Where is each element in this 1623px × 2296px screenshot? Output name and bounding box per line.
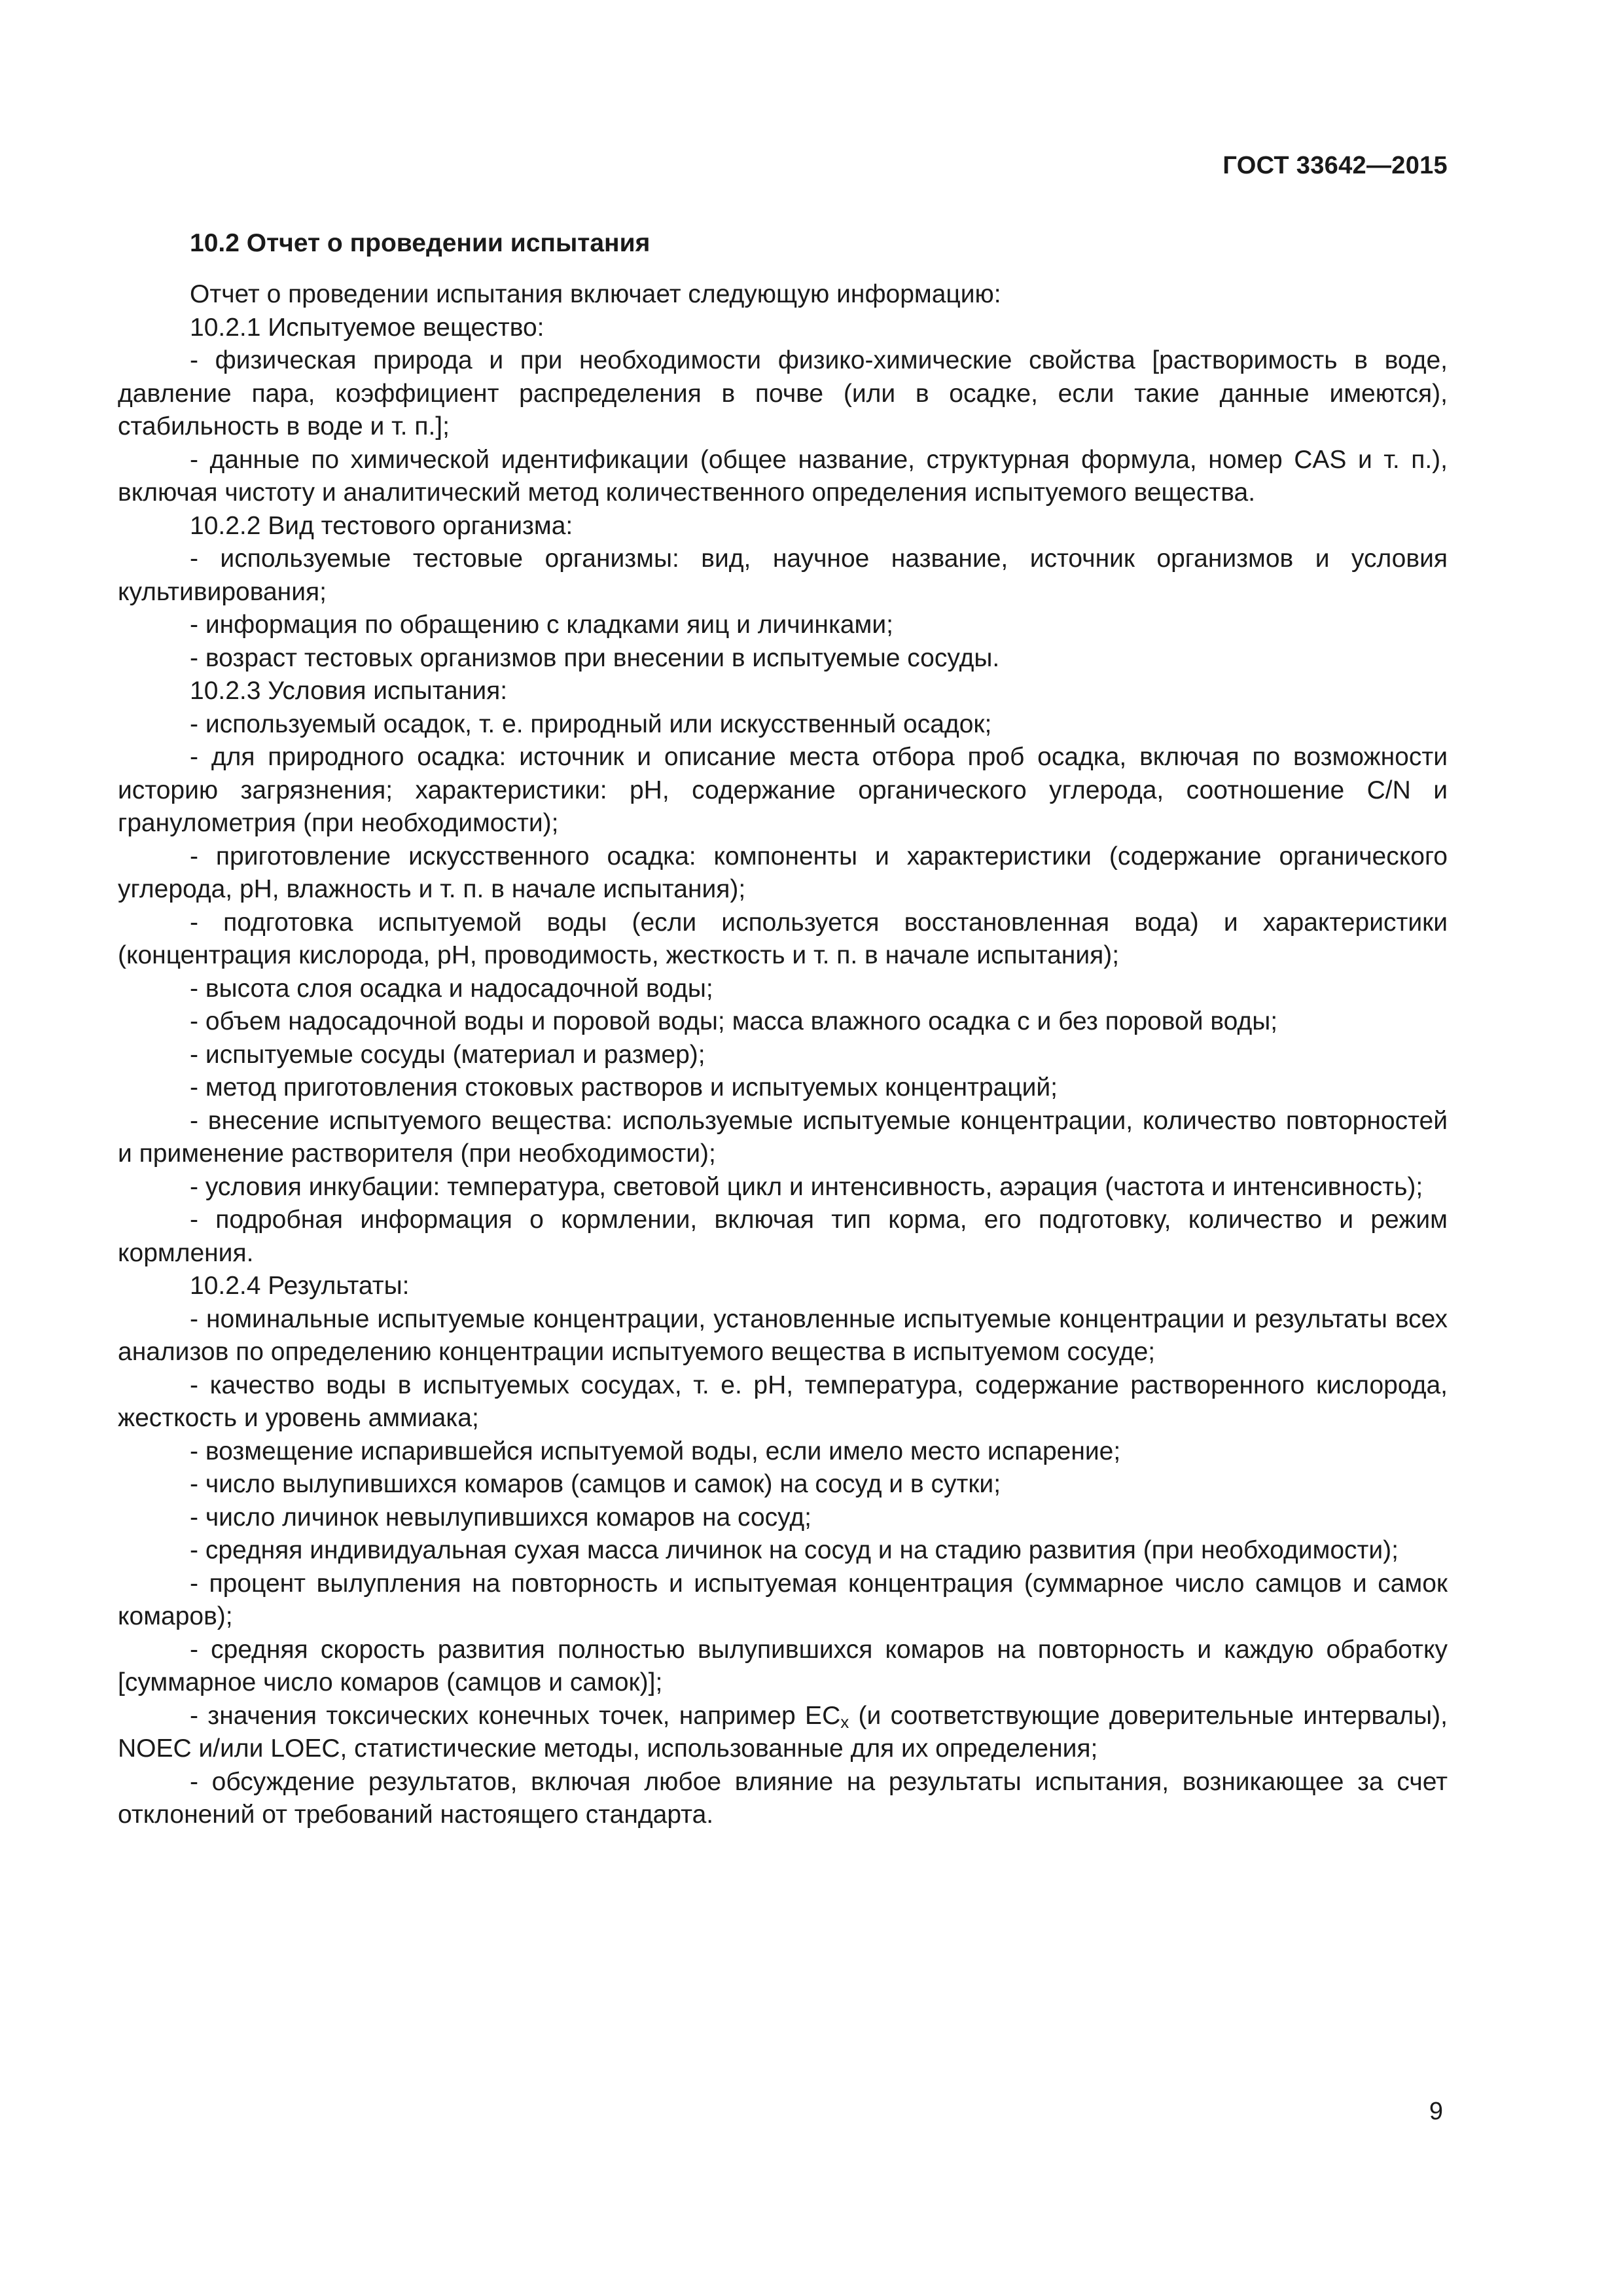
section-title: 10.2 Отчет о проведении испытания [190, 229, 651, 257]
list-item: - приготовление искусственного осадка: компоненты и характеристики (содержание органического углерода, pH, влажность и т. п. в начале испытания); [118, 842, 1448, 903]
list-item: - средняя индивидуальная сухая масса личинок на сосуд и на стадию развития (при необходимости); [190, 1536, 1399, 1564]
list-item: - объем надосадочной воды и поровой воды; масса влажного осадка с и без поровой воды; [190, 1007, 1278, 1035]
list-item: - испытуемые сосуды (материал и размер); [190, 1040, 705, 1069]
list-item: - физическая природа и при необходимости физико-химические свойства [растворимость в воде, давление пара, коэффициент распределения в почве (или в осадке, если такие данные имеются), стабильность в воде и т. п.]; [118, 346, 1448, 440]
document-code: ГОСТ 33642—2015 [1222, 152, 1448, 179]
subsection-title: 10.2.1 Испытуемое вещество: [190, 313, 544, 342]
list-item: - метод приготовления стоковых растворов и испытуемых концентраций; [190, 1073, 1058, 1102]
ec-item-text-after: (и соответствующие доверительные интервалы), NOEC и/или LOEC, статистические методы, использованные для их определения; [118, 1701, 1448, 1763]
list-item: - используемые тестовые организмы: вид, научное название, источник организмов и условия культивирования; [118, 545, 1448, 606]
list-item: - обсуждение результатов, включая любое влияние на результаты испытания, возникающее за счет отклонений от требований настоящего стандарта. [118, 1767, 1448, 1829]
list-item: - возраст тестовых организмов при внесении в испытуемые сосуды. [190, 643, 1000, 672]
list-item: - число личинок невылупившихся комаров на сосуд; [190, 1503, 812, 1532]
list-item: - данные по химической идентификации (общее название, структурная формула, номер CAS и т. п.), включая чистоту и аналитический метод количественного определения испытуемого вещества. [118, 445, 1448, 507]
list-item: - качество воды в испытуемых сосудах, т. е. pH, температура, содержание растворенного кислорода, жесткость и уровень аммиака; [118, 1371, 1448, 1432]
list-item: - подготовка испытуемой воды (если используется восстановленная вода) и характеристики (концентрация кислорода, pH, проводимость, жесткость и т. п. в начале испытания); [118, 908, 1448, 969]
list-item: - подробная информация о кормлении, включая тип корма, его подготовку, количество и режим кормления. [118, 1206, 1448, 1267]
list-item: - число вылупившихся комаров (самцов и самок) на сосуд и в сутки; [190, 1470, 1001, 1498]
list-item: - используемый осадок, т. е. природный или искусственный осадок; [190, 709, 992, 738]
list-item: - для природного осадка: источник и описание места отбора проб осадка, включая по возможности историю загрязнения; характеристики: pH, содержание органического углерода, соотношение C/N и гранулометрия (при необходимости); [118, 743, 1448, 837]
section-intro: Отчет о проведении испытания включает следующую информацию: [190, 280, 1001, 308]
list-item: - возмещение испарившейся испытуемой воды, если имело место испарение; [190, 1437, 1121, 1465]
page-number: 9 [1429, 2098, 1443, 2125]
list-item: - внесение испытуемого вещества: используемые испытуемые концентрации, количество повторностей и применение растворителя (при необходимости); [118, 1106, 1448, 1168]
list-item: - средняя скорость развития полностью вылупившихся комаров на повторность и каждую обработку [суммарное число комаров (самцов и самок)]; [118, 1635, 1448, 1696]
page-content [118, 227, 1448, 1832]
list-item-ec [118, 1700, 1448, 1766]
subsection-title: 10.2.2 Вид тестового организма: [190, 511, 573, 540]
subsection-title: 10.2.4 Результаты: [190, 1272, 410, 1300]
list-item: - высота слоя осадка и надосадочной воды; [190, 974, 713, 1003]
ec-item-text-before: - значения токсических конечных точек, например EC [190, 1701, 841, 1730]
list-item: - информация по обращению с кладками яиц и личинками; [190, 611, 893, 639]
list-item: - условия инкубации: температура, световой цикл и интенсивность, аэрация (частота и интенсивность); [190, 1172, 1423, 1201]
list-item: - процент вылупления на повторность и испытуемая концентрация (суммарное число самцов и самок комаров); [118, 1569, 1448, 1630]
ec-subscript: x [840, 1712, 849, 1732]
list-item: - номинальные испытуемые концентрации, установленные испытуемые концентрации и результаты всех анализов по определению концентрации испытуемого вещества в испытуемом сосуде; [118, 1304, 1448, 1366]
subsection-title: 10.2.3 Условия испытания: [190, 677, 508, 705]
